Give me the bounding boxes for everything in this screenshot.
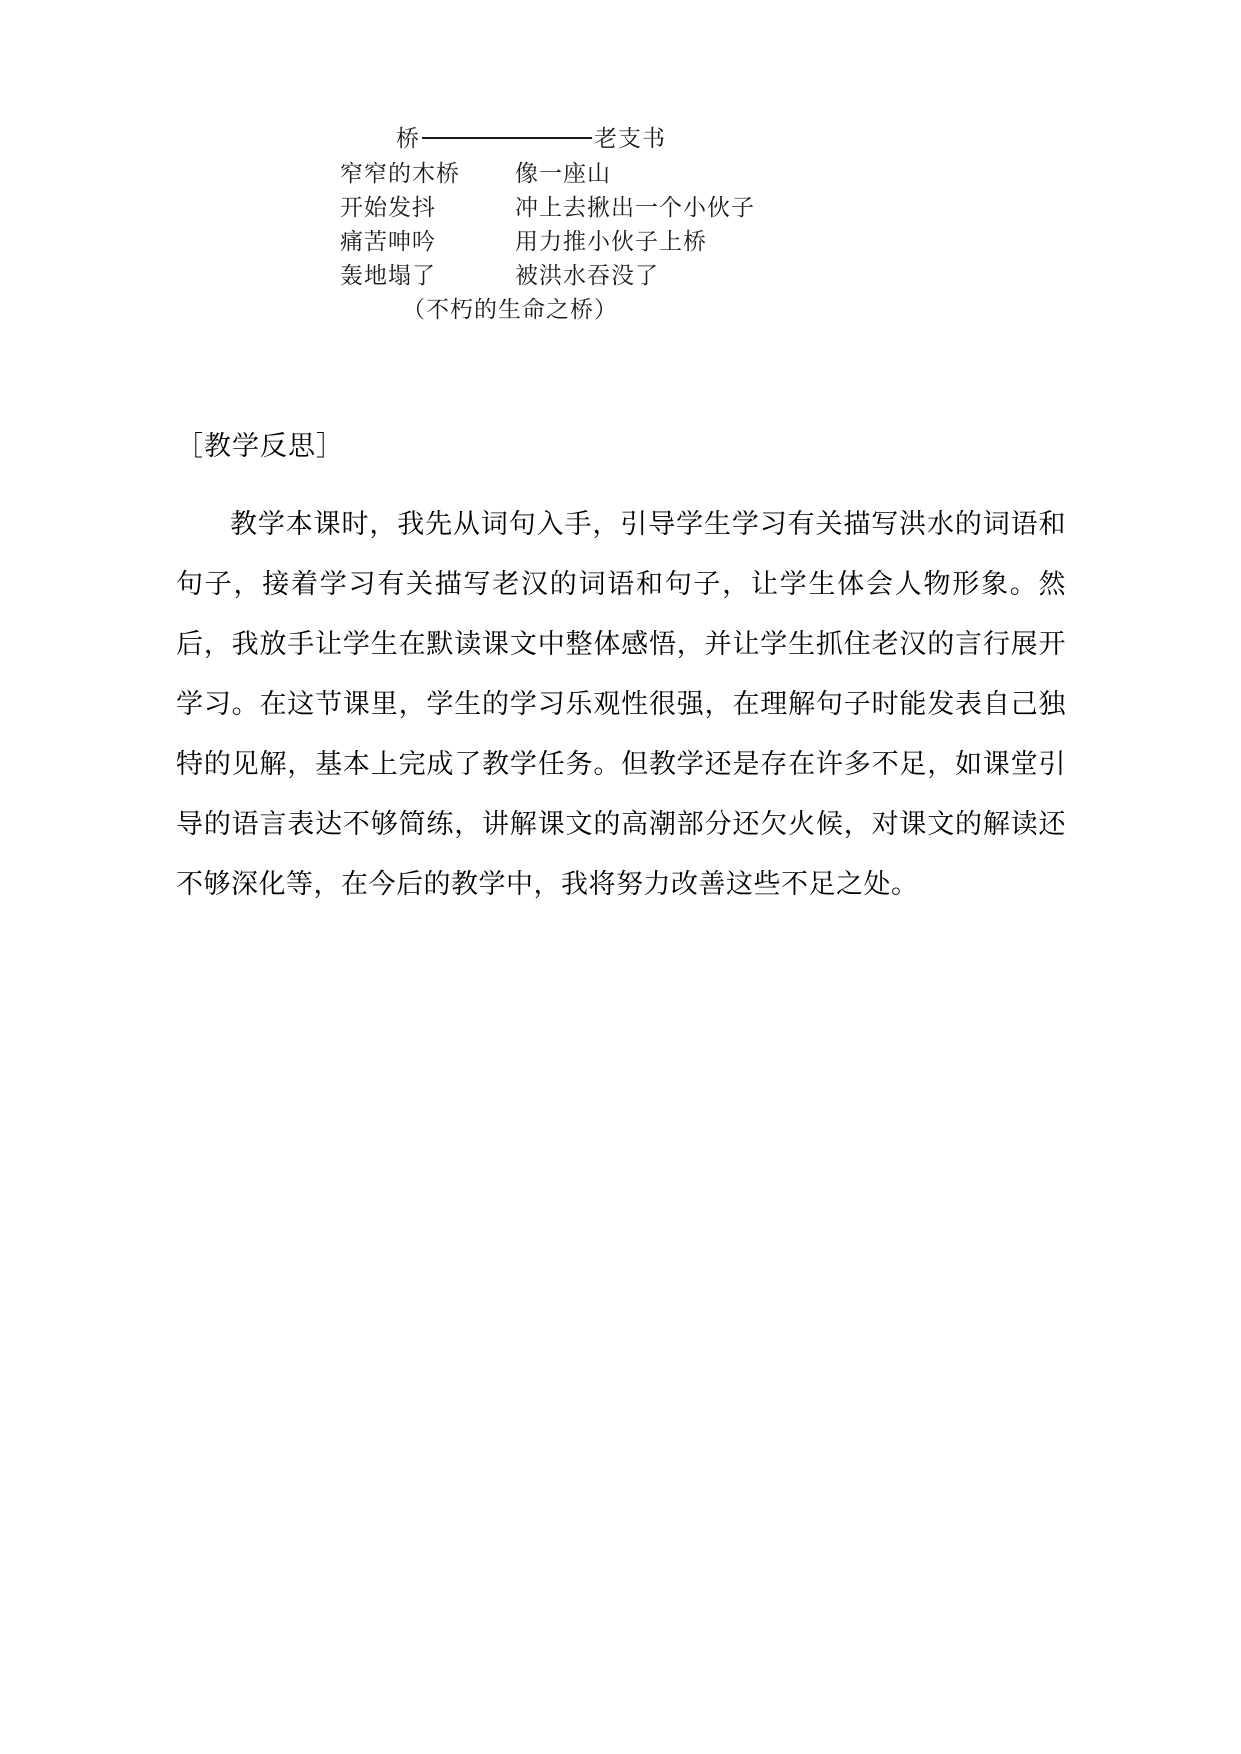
board-row xyxy=(340,265,755,288)
board-title-row xyxy=(396,128,755,151)
board-row xyxy=(340,197,755,220)
board-row-right: 用力推小伙子上桥 xyxy=(515,229,707,255)
reflection-paragraph: 教学本课时，我先从词句入手，引导学生学习有关描写洪水的词语和句子，接着学习有关描写老汉的词语和句子，让学生体会人物形象。然后，我放手让学生在默读课文中整体感悟，并让学生抓住老汉的言行展开学习。在这节课里，学生的学习乐观性很强，在理解句子时能发表自己独特的见解，基本上完成了教学任务。但教学还是存在许多不足，如课堂引导的语言表达不够简练，讲解课文的高潮部分还欠火候，对课文的解读还不够深化等，在今后的教学中，我将努力改善这些不足之处。 xyxy=(176,509,1066,900)
board-footer-note: （不朽的生命之桥） xyxy=(402,297,618,323)
board-title-left: 桥 xyxy=(396,126,420,152)
board-title-dash-line xyxy=(422,137,592,139)
board-row-left: 痛苦呻吟 xyxy=(340,229,436,255)
board-row-right: 被洪水吞没了 xyxy=(515,263,659,289)
board-row xyxy=(340,163,755,186)
board-row-left: 窄窄的木桥 xyxy=(340,161,460,187)
board-row-left: 轰地塌了 xyxy=(340,263,436,289)
board-row-right: 像一座山 xyxy=(515,161,611,187)
board-row-right: 冲上去揪出一个小伙子 xyxy=(515,195,755,221)
board-row-left: 开始发抖 xyxy=(340,195,436,221)
board-row xyxy=(340,231,755,254)
board-title-right: 老支书 xyxy=(594,126,666,152)
section-heading-teaching-reflection: ［教学反思］ xyxy=(176,431,344,462)
blackboard-design-block xyxy=(340,128,755,322)
